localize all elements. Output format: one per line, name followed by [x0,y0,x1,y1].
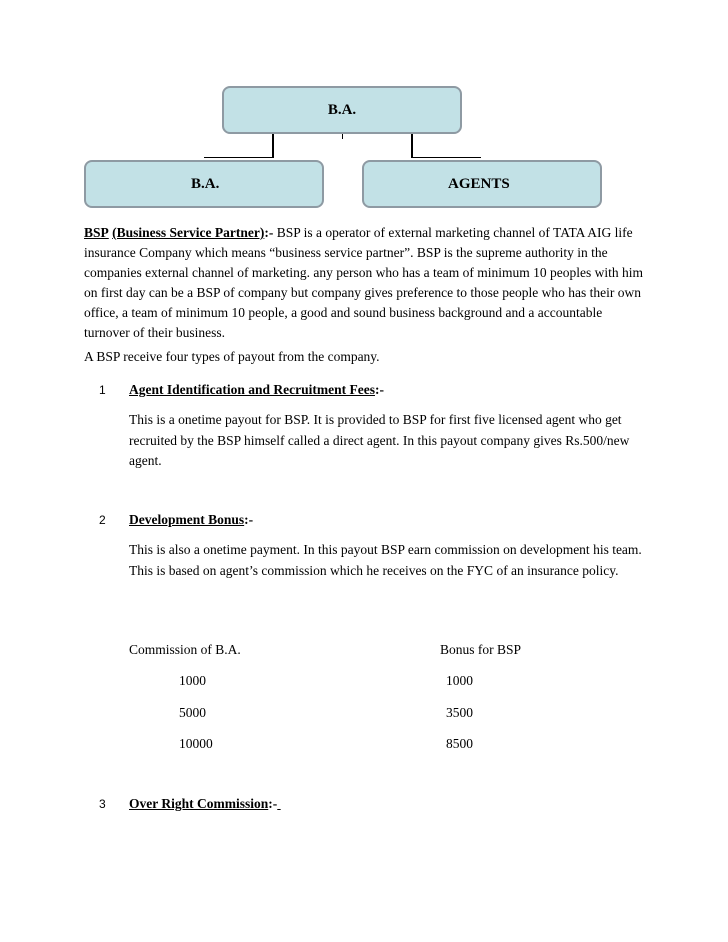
bonus-table-row-3-bonus: 8500 [446,736,473,751]
chart-node-left-label: B.A. [191,175,220,192]
bonus-table-row-1-commission: 1000 [179,673,206,688]
payout-intro: A BSP receive four types of payout from the company. [84,349,380,364]
bsp-term: BSP [84,225,109,240]
section-3-suffix: :- [268,796,278,811]
chart-connector-top [342,134,343,139]
section-1-body: This is a onetime payout for BSP. It is provided to BSP for first five licensed agent who get recruited by the BSP himself called a direct agent. In this payout company gives Rs.500/new agent. [129,412,630,468]
chart-node-top [222,86,462,134]
chart-connector-left-stem [272,134,274,158]
chart-node-top-label: B.A. [327,101,357,118]
bonus-table-row-2-bonus: 3500 [446,705,473,720]
section-2-body: This is also a onetime payment. In this payout BSP earn commission on development his team. This is based on agent’s commission which he receives on the FYC of an insurance policy. [129,542,642,578]
bsp-term-separator: :- [264,225,274,240]
bonus-table-header-bonus: Bonus for BSP [440,642,522,657]
bonus-table-header-commission: Commission of B.A. [129,642,241,657]
bonus-table-row-1-bonus: 1000 [446,673,473,688]
chart-connector-left-bar [204,157,274,158]
section-3-title: Over Right Commission [129,796,269,811]
section-1-number: 1 [99,383,106,397]
bsp-term-expansion: (Business Service Partner) [112,225,265,240]
bonus-table-row-2-commission: 5000 [179,705,206,720]
section-2-number: 2 [99,513,106,527]
section-2-suffix: :- [244,512,254,527]
section-3-heading [129,794,281,814]
chart-connector-right-stem [411,134,413,158]
section-1-heading [129,380,384,400]
bsp-definition-paragraph [84,223,644,343]
chart-connector-right-bar [411,157,481,158]
bonus-table-row-3-commission: 10000 [179,736,213,751]
chart-node-right [362,160,602,208]
chart-node-right-label: AGENTS [448,175,510,192]
section-2-title: Development Bonus [129,512,245,527]
section-3-trail [277,796,280,811]
section-3-number: 3 [99,797,106,811]
chart-node-left [84,160,324,208]
section-1-title: Agent Identification and Recruitment Fees [129,382,375,397]
section-1-suffix: :- [374,382,384,397]
bsp-definition-body: BSP is a operator of external marketing channel of TATA AIG life insurance Company which means “business service partner”. BSP is the supreme authority in the companies external channel of marketing. any person who has a team of minimum 10 peoples with him on first day can be a BSP of company but company gives preference to those people who has their own office, a team of minimum 10 people, a good and sound business background and a accountable turnover of their business. [84,225,643,340]
section-2-heading [129,510,253,530]
